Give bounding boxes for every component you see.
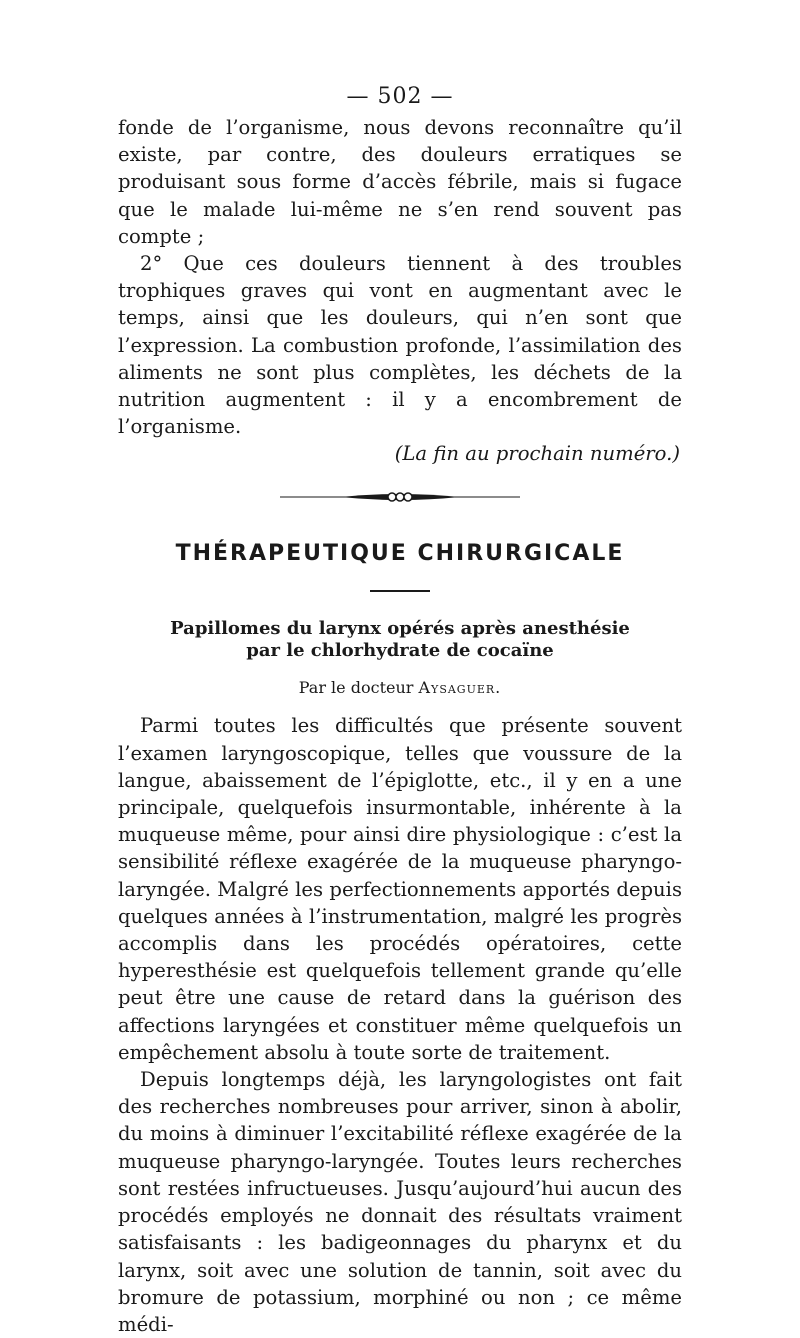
article-title	[118, 618, 682, 662]
article-title-line: par le chlorhydrate de cocaïne	[246, 640, 554, 662]
section-heading: THÉRAPEUTIQUE CHIRURGICALE	[175, 541, 625, 567]
author-name: Aysaguer.	[418, 678, 502, 698]
continued-paragraph: 2° Que ces douleurs tiennent à des troubles trophiques graves qui vont en augmentant avec le temps, ainsi que les douleurs, qui n’en sont que l’expression. La combustion profonde, l’assimilation des aliments ne sont plus complètes, les déchets de la nutrition augmentent : il y a encombrement de l’organisme.	[118, 252, 682, 439]
page-number: — 502 —	[346, 84, 454, 109]
author-byline	[118, 678, 682, 698]
byline-prefix: Par le docteur	[298, 678, 419, 698]
article-paragraph: Parmi toutes les difficultés que présente souvent l’examen laryngoscopique, telles que voussure de la langue, abaissement de l’épiglotte, etc., il y en a une principale, quelquefois insurmontable, inhérente à la muqueuse même, pour ainsi dire physiologique : c’est la sensibilité réflexe exagérée de la muqueuse pharyngo-laryngée. Malgré les perfectionnements apportés depuis quelques années à l’instrumentation, malgré les progrès accomplis dans les procédés opératoires, cette hyperesthésie est quelquefois tellement grande qu’elle peut être une cause de retard dans la guérison des affections laryngées et constituer même quelquefois un empêchement absolu à toute sorte de traitement.	[118, 714, 682, 1064]
ornamental-rule	[280, 490, 520, 504]
article-title-line: Papillomes du larynx opérés après anesthésie	[170, 618, 630, 640]
to-be-continued-note: (La fin au prochain numéro.)	[394, 442, 680, 466]
article-paragraph: Depuis longtemps déjà, les laryngologistes ont fait des recherches nombreuses pour arriver, sinon à abolir, du moins à diminuer l’excitabilité réflexe exagérée de la muqueuse pharyngo-laryngée. Toutes leurs recherches sont restées infructueuses. Jusqu’aujourd’hui aucun des procédés employés ne donnait des résultats vraiment satisfaisants : les badigeonnages du pharynx et du larynx, soit avec une solution de tannin, soit avec du bromure de potassium, morphiné ou non ; ce même médi-	[118, 1068, 682, 1336]
book-page	[118, 84, 682, 1338]
heading-rule	[370, 590, 430, 592]
article-body	[118, 712, 682, 1338]
continued-paragraph: fonde de l’organisme, nous devons reconnaître qu’il existe, par contre, des douleurs erratiques se produisant sous forme d’accès fébrile, mais si fugace que le malade lui-même ne s’en rend souvent pas compte ;	[118, 116, 682, 248]
continued-text	[118, 114, 682, 440]
